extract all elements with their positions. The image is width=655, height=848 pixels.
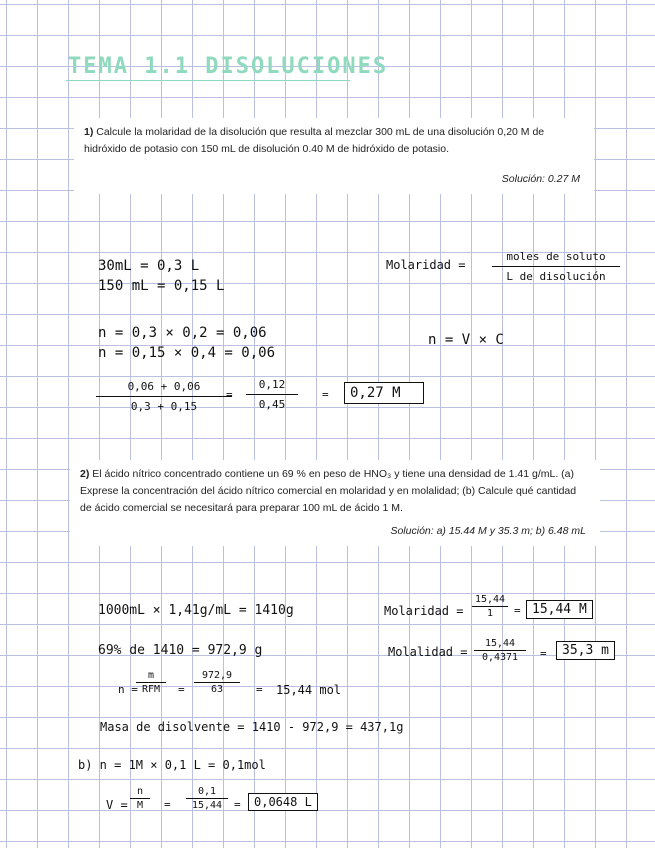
n-result: 15,44 mol: [276, 683, 342, 697]
problem-2-solution: Solución: a) 15.44 M y 35.3 m; b) 6.48 mL: [390, 525, 586, 537]
solvent-mass: Masa de disolvente = 1410 - 972,9 = 437,1g: [100, 720, 404, 734]
work2-mass: 1000mL × 1,41g/mL = 1410g: [98, 603, 294, 618]
molarity-denominator: L de disolución: [506, 270, 606, 283]
problem-1-number: 1): [84, 126, 94, 138]
volume-fraction-2-denominator: 15,44: [191, 800, 223, 811]
work1-fraction-1: [96, 380, 232, 413]
molality-label: Molalidad =: [388, 645, 468, 659]
fraction-1-numerator: 0,06 + 0,06: [127, 380, 201, 393]
molarity-fraction-numerator: 15,44: [474, 594, 506, 605]
n-fraction-2-denominator: 63: [210, 684, 224, 695]
n-label: n =: [118, 683, 138, 696]
work2-percent: 69% de 1410 = 972,9 g: [98, 643, 263, 658]
problem-2-statement: 2) El ácido nítrico concentrado contiene un 69 % en peso de HNO₃ y tiene una densidad de 1.41 g/mL. (a) Exprese la concentración del ácido nítrico comercial en molaridad y en molalidad; (b) Calcule qué cantidad de ácido comercial se necesitará para preparar 100 mL de ácido 1 M.: [80, 468, 577, 514]
fraction-bar: [474, 650, 526, 651]
fraction-bar: [472, 606, 508, 607]
fraction-bar: [130, 798, 150, 799]
work1-vol1: 30mL = 0,3 L: [98, 258, 200, 274]
problem-2-number: 2): [80, 468, 90, 480]
volume-fraction-2-numerator: 0,1: [197, 786, 217, 797]
fraction-bar: [246, 394, 298, 395]
problem-2-box: [70, 460, 600, 546]
equals-sign: =: [178, 683, 185, 696]
work1-n2: n = 0,15 × 0,4 = 0,06: [98, 345, 276, 361]
problem-1-solution: Solución: 0.27 M: [501, 173, 580, 185]
equals-sign: =: [322, 388, 329, 401]
problem-1-box: [74, 118, 594, 194]
molality-fraction-denominator: 0,4371: [481, 652, 519, 663]
n-fraction-2: [194, 670, 240, 695]
volume-fraction-1-denominator: M: [136, 800, 144, 811]
molarity-result: 15,44 M: [526, 600, 593, 619]
molarity-formula-label: Molaridad =: [386, 258, 466, 272]
fraction-bar: [136, 682, 166, 683]
equals-sign: =: [234, 798, 241, 811]
molarity-fraction-denominator: 1: [486, 608, 494, 619]
fraction-1-denominator: 0,3 + 0,15: [130, 400, 198, 413]
volume-fraction-1: [130, 786, 150, 811]
n-fraction-2-numerator: 972,9: [201, 670, 233, 681]
equals-sign: =: [164, 798, 171, 811]
molality-result: 35,3 m: [556, 641, 615, 660]
work1-vol2: 150 mL = 0,15 L: [98, 278, 225, 294]
fraction-bar: [194, 682, 240, 683]
molarity-formula-fraction: [492, 250, 620, 283]
n-fraction-1-numerator: m: [147, 670, 155, 681]
molality-fraction: [474, 638, 526, 663]
work1-result: 0,27 M: [344, 382, 424, 404]
molality-fraction-numerator: 15,44: [484, 638, 516, 649]
molarity-label: Molaridad =: [384, 604, 464, 618]
fraction-bar: [186, 798, 228, 799]
volume-fraction-2: [186, 786, 228, 811]
part-b-moles: b) n = 1M × 0,1 L = 0,1mol: [78, 758, 266, 772]
fraction-bar: [96, 396, 232, 397]
n-formula: n = V × C: [428, 332, 504, 348]
volume-label: V =: [106, 798, 128, 812]
molarity-numerator: moles de soluto: [506, 250, 606, 263]
equals-sign: =: [256, 683, 263, 696]
fraction-bar: [492, 266, 620, 267]
equals-sign: =: [540, 647, 547, 660]
work1-fraction-2: [246, 378, 298, 411]
n-fraction-1: [136, 670, 166, 695]
n-fraction-1-denominator: RFM: [141, 684, 161, 695]
problem-1-statement: 1) Calcule la molaridad de la disolución que resulta al mezclar 300 mL de una disolución 0,20 M de hidróxido de potasio con 150 mL de disolución 0.40 M de hidróxido de potasio.: [84, 126, 545, 155]
fraction-2-denominator: 0,45: [258, 398, 286, 411]
page-title: TEMA 1.1 DISOLUCIONES: [68, 54, 389, 79]
molarity-fraction: [472, 594, 508, 619]
equals-sign: =: [514, 604, 521, 617]
fraction-2-numerator: 0,12: [258, 378, 286, 391]
volume-fraction-1-numerator: n: [136, 786, 144, 797]
volume-result: 0,0648 L: [248, 793, 318, 811]
title-underline: [66, 80, 350, 81]
work1-n1: n = 0,3 × 0,2 = 0,06: [98, 325, 267, 341]
equals-sign: =: [226, 388, 233, 401]
